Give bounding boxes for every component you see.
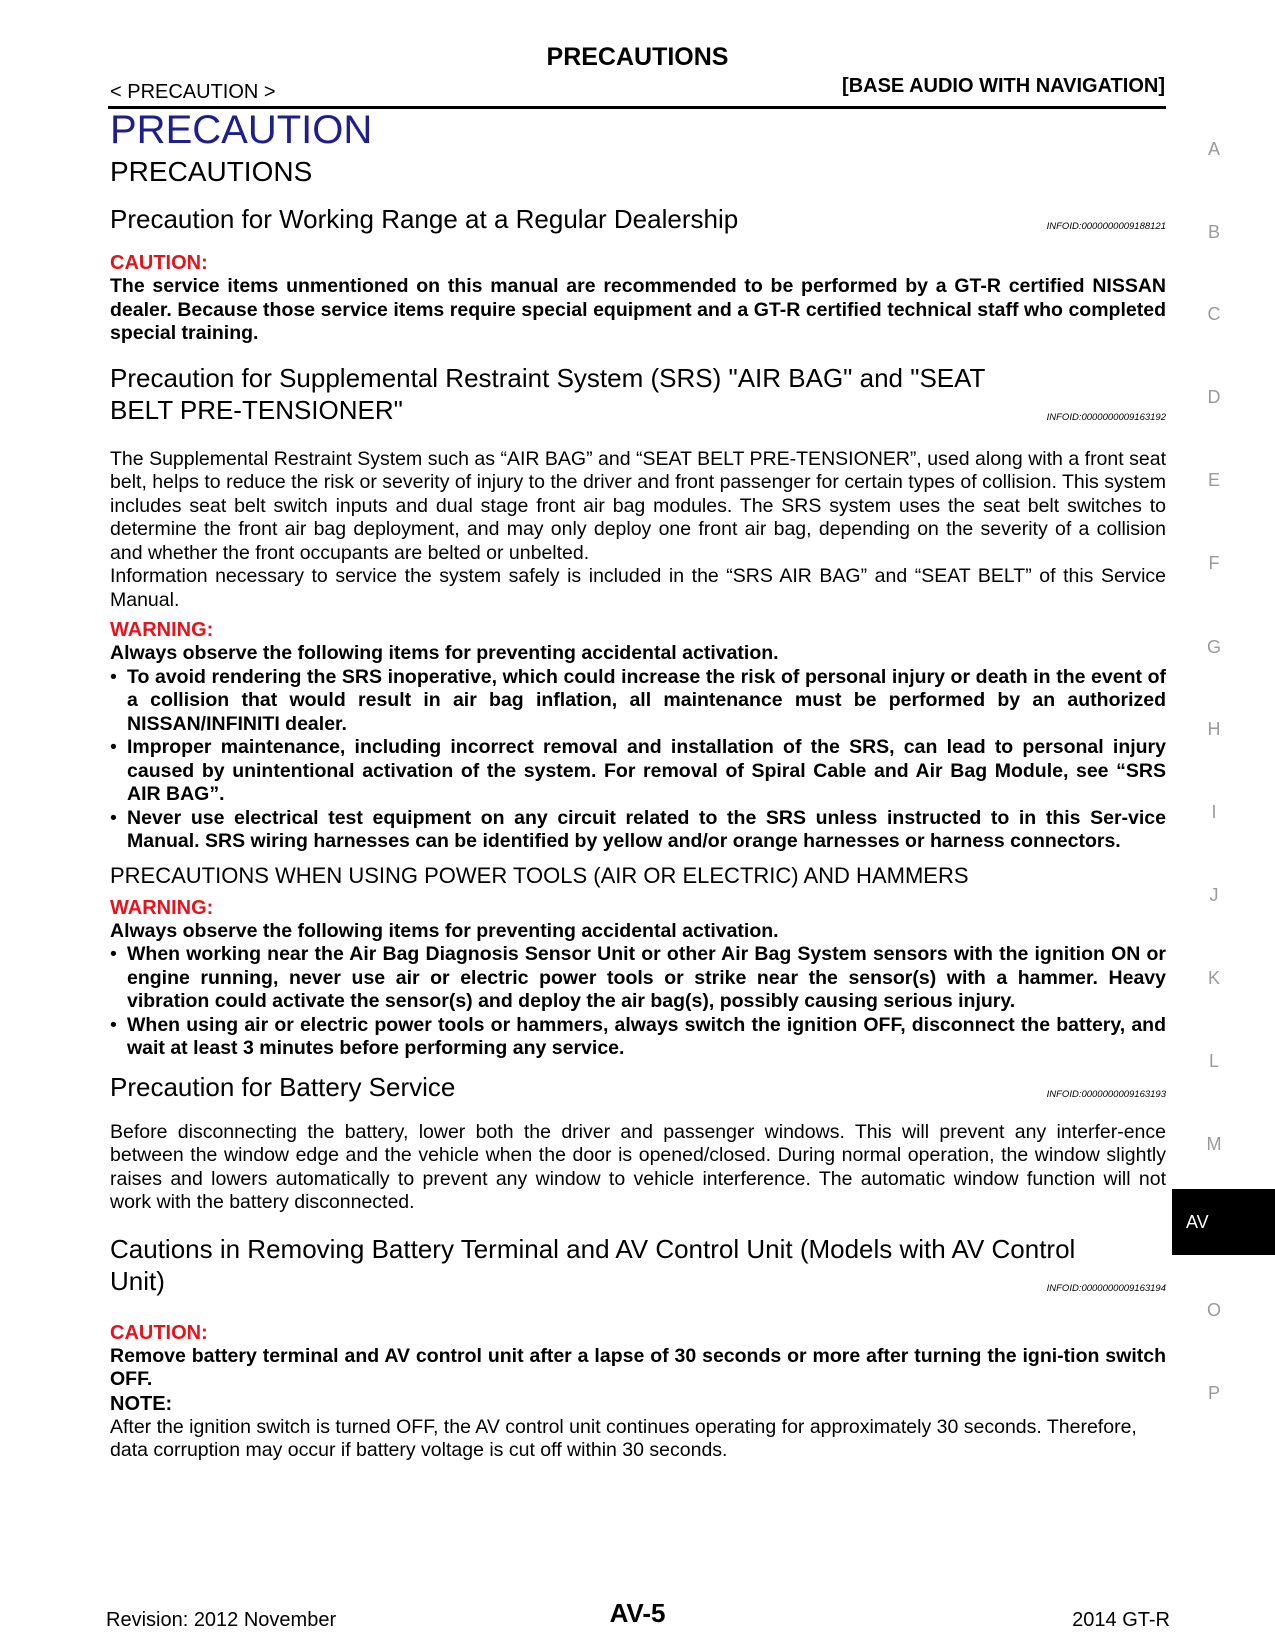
warning-list	[110, 666, 1166, 854]
side-index-letter[interactable]: E	[1207, 470, 1220, 490]
side-index-letter[interactable]: I	[1211, 802, 1217, 822]
main-content	[110, 105, 1166, 1463]
section-subheading: PRECAUTIONS	[110, 156, 313, 187]
side-index-letter[interactable]: A	[1207, 139, 1220, 159]
side-index-letter[interactable]: P	[1207, 1383, 1220, 1403]
side-index-letter[interactable]: K	[1207, 968, 1220, 988]
side-index-letter[interactable]: H	[1207, 719, 1221, 739]
list-item: • When using air or electric power tools or hammers, always switch the ignition OFF, disconnect the battery, and wait at least 3 minutes before performing any service.	[110, 1014, 1166, 1061]
caution-label: CAUTION:	[110, 252, 208, 274]
caution-text: The service items unmentioned on this manual are recommended to be performed by a GT-R certified NISSAN dealer. Because those service items require special equipment and a GT-R certified technical staff who completed special training.	[110, 275, 1166, 344]
note-text: After the ignition switch is turned OFF, the AV control unit continues operating for approximately 30 seconds. Therefore, data corruption may occur if battery voltage is cut off within 30 seconds.	[110, 1415, 1137, 1461]
warning-block	[110, 618, 1166, 854]
list-item: • To avoid rendering the SRS inoperative, which could increase the risk of personal injury or death in the event of a collision that would result in air bag inflation, all maintenance must be performed by an authorized NISSAN/INFINITI dealer.	[110, 666, 1166, 737]
footer-revision: Revision: 2012 November	[106, 1609, 337, 1631]
warning-label: WARNING:	[110, 619, 214, 641]
page-top-title: PRECAUTIONS	[546, 43, 729, 71]
note-label: NOTE:	[110, 1392, 173, 1415]
warning-intro: Always observe the following items for preventing accidental activation.	[110, 642, 779, 664]
caution-text: Remove battery terminal and AV control unit after a lapse of 30 seconds or more after turning the igni-tion switch OFF.	[110, 1344, 1166, 1390]
footer-model: 2014 GT-R	[1072, 1609, 1170, 1631]
side-index-letter[interactable]: B	[1207, 222, 1220, 242]
side-index-active-tab[interactable]: AV	[1172, 1189, 1275, 1255]
power-tools-section	[110, 862, 1166, 1061]
warning-label: WARNING:	[110, 896, 214, 919]
side-index-letter[interactable]: O	[1206, 1300, 1221, 1320]
caution-label: CAUTION:	[110, 1321, 208, 1344]
battery-body	[110, 1121, 1166, 1215]
side-index-letter[interactable]: D	[1207, 387, 1221, 407]
side-index-letter[interactable]: L	[1208, 1051, 1219, 1071]
list-item: • Never use electrical test equipment on any circuit related to the SRS unless instructed to in this Ser-vice Manual. SRS wiring harnesses can be identified by yellow and/or orange harnesses or harness connectors.	[110, 807, 1166, 854]
side-index	[1170, 0, 1275, 1651]
info-id: INFOID:0000000009163192	[1046, 411, 1166, 423]
topic-title: Cautions in Removing Battery Terminal and AV Control Unit (Models with AV Control Unit)	[110, 1233, 1076, 1296]
header-section-title: [BASE AUDIO WITH NAVIGATION]	[842, 75, 1165, 97]
breadcrumb: < PRECAUTION >	[110, 81, 276, 103]
topic-title: Precaution for Working Range at a Regular Dealership	[110, 204, 739, 234]
body-paragraph: The Supplemental Restraint System such as “AIR BAG” and “SEAT BELT PRE-TENSIONER”, used along with a front seat belt, helps to reduce the risk or severity of injury to the driver and front passenger for certain types of collision. This system includes seat belt switch inputs and dual stage front air bag modules. The SRS system uses the seat belt switches to determine the front air bag deployment, and may only deploy one front air bag, depending on the severity of a collision and whether the front occupants are belted or unbelted.	[110, 447, 1166, 564]
side-index-letter[interactable]: J	[1209, 885, 1219, 905]
info-id: INFOID:0000000009188121	[1046, 221, 1166, 232]
warning-list	[110, 943, 1166, 1061]
caution-block	[110, 251, 1166, 346]
body-paragraph: Information necessary to service the system safely is included in the “SRS AIR BAG” and “SEAT BELT” of this Service Manual.	[110, 565, 1166, 611]
info-id: INFOID:0000000009163193	[1046, 1088, 1166, 1100]
side-index-letter[interactable]: M	[1206, 1134, 1222, 1154]
info-id: INFOID:0000000009163194	[1046, 1282, 1166, 1294]
topic-battery	[110, 1071, 1166, 1103]
body-paragraph: Before disconnecting the battery, lower both the driver and passenger windows. This will prevent any interfer-ence between the window edge and the vehicle when the door is opened/closed. During normal operation, the window slightly raises and lowers automatically to prevent any window to vehicle interference. The automatic window function will not work with the battery disconnected.	[110, 1120, 1166, 1213]
topic-title: Precaution for Battery Service	[110, 1071, 456, 1102]
power-tools-heading: PRECAUTIONS WHEN USING POWER TOOLS (AIR OR ELECTRIC) AND HAMMERS	[110, 862, 969, 888]
list-item: • When working near the Air Bag Diagnosis Sensor Unit or other Air Bag System sensors with the ignition ON or engine running, never use air or electric power tools or strike near the sensor(s) with a hammer. Heavy vibration could activate the sensor(s) and deploy the air bag(s), possibly causing serious injury.	[110, 943, 1166, 1014]
topic-av-control-unit	[110, 1233, 1166, 1297]
topic-srs	[110, 362, 1166, 426]
srs-body	[110, 448, 1166, 613]
footer-page-number: AV-5	[609, 1598, 666, 1628]
topic-title: Precaution for Supplemental Restraint System (SRS) "AIR BAG" and "SEAT BELT PRE-TENSIONER"	[110, 362, 985, 425]
section-heading: PRECAUTION	[110, 108, 373, 152]
warning-intro: Always observe the following items for preventing accidental activation.	[110, 919, 779, 942]
list-item: • Improper maintenance, including incorrect removal and installation of the SRS, can lead to personal injury caused by unintentional activation of the system. For removal of Spiral Cable and Air Bag Module, see “SRS AIR BAG”.	[110, 736, 1166, 807]
topic-working-range	[110, 203, 1166, 235]
side-index-letter[interactable]: F	[1208, 553, 1220, 573]
caution-block	[110, 1321, 1166, 1463]
side-index-letter[interactable]: G	[1206, 637, 1221, 657]
side-index-letter[interactable]: C	[1207, 304, 1221, 324]
